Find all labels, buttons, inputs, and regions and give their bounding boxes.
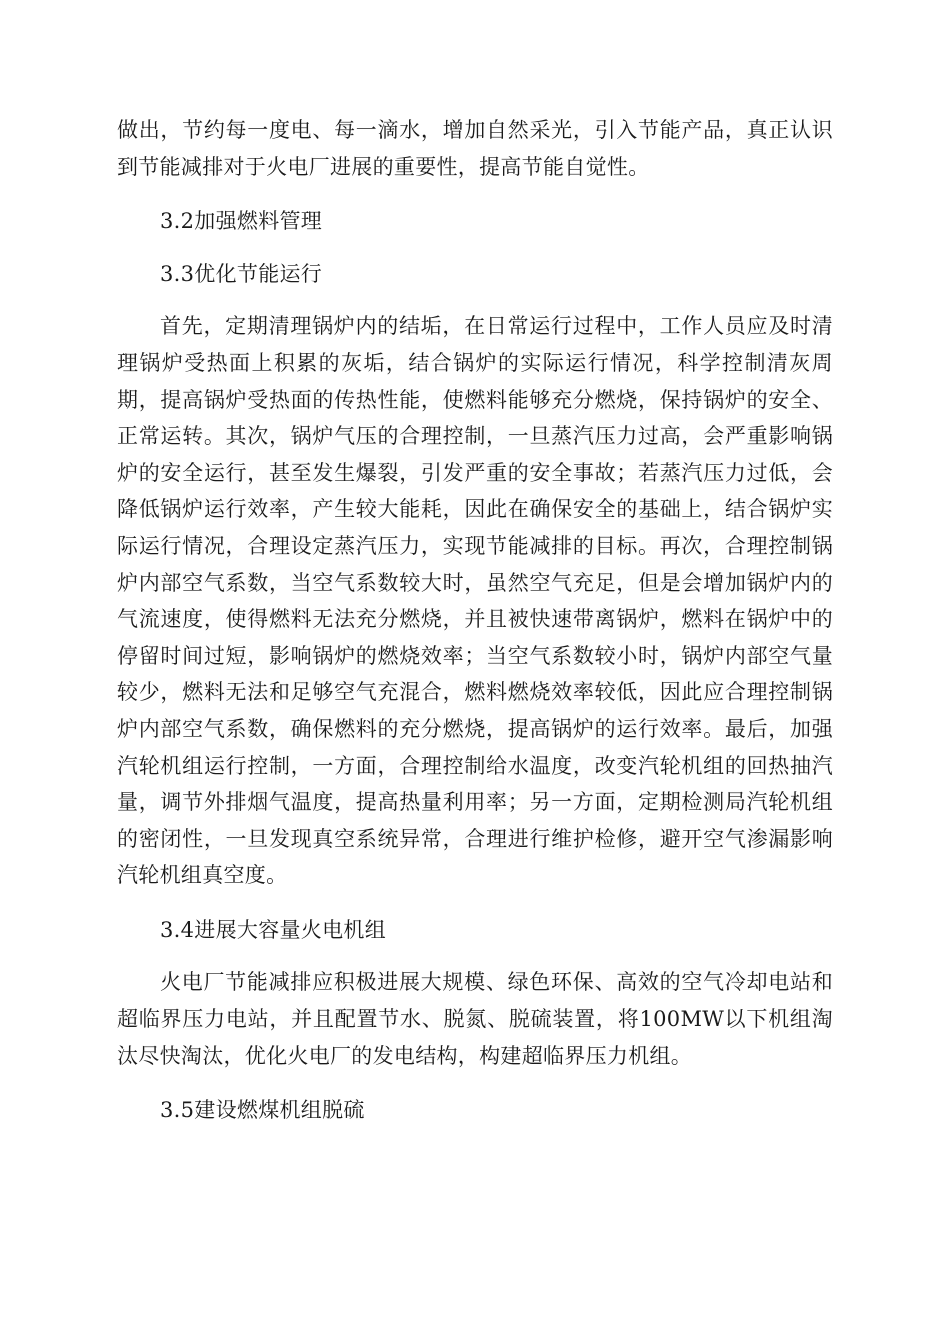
paragraph-continuation: 做出，节约每一度电、每一滴水，增加自然采光，引入节能产品，真正认识到节能减排对于火电厂进展的重要性，提高节能自觉性。 — [117, 118, 833, 179]
section-heading-3-5: 3.5建设燃煤机组脱硫 — [160, 1098, 365, 1123]
paragraph-section-3-3: 首先，定期清理锅炉内的结垢，在日常运行过程中，工作人员应及时清理锅炉受热面上积累的灰垢，结合锅炉的实际运行情况，科学控制清灰周期，提高锅炉受热面的传热性能，使燃料能够充分燃烧，保持锅炉的安全、正常运转。其次，锅炉气压的合理控制，一旦蒸汽压力过高，会严重影响锅炉的安全运行，甚至发生爆裂，引发严重的安全事故；若蒸汽压力过低，会降低锅炉运行效率，产生较大能耗，因此在确保安全的基础上，结合锅炉实际运行情况，合理设定蒸汽压力，实现节能减排的目标。再次，合理控制锅炉内部空气系数，当空气系数较大时，虽然空气充足，但是会增加锅炉内的气流速度，使得燃料无法充分燃烧，并且被快速带离锅炉，燃料在锅炉中的停留时间过短，影响锅炉的燃烧效率；当空气系数较小时，锅炉内部空气量较少，燃料无法和足够空气充混合，燃料燃烧效率较低，因此应合理控制锅炉内部空气系数，确保燃料的充分燃烧，提高锅炉的运行效率。最后，加强汽轮机组运行控制，一方面，合理控制给水温度，改变汽轮机组的回热抽汽量，调节外排烟气温度，提高热量利用率；另一方面，定期检测局汽轮机组的密闭性，一旦发现真空系统异常，合理进行维护检修，避开空气渗漏影响汽轮机组真空度。 — [117, 314, 833, 888]
section-heading-3-3: 3.3优化节能运行 — [160, 261, 323, 286]
paragraph-section-3-4: 火电厂节能减排应积极进展大规模、绿色环保、高效的空气冷却电站和超临界压力电站，并且配置节水、脱氮、脱硫装置，将100MW以下机组淘汰尽快淘汰，优化火电厂的发电结构，构建超临界压力机组。 — [117, 970, 833, 1068]
section-heading-3-4: 3.4进展大容量火电机组 — [160, 917, 386, 942]
section-heading-3-2: 3.2加强燃料管理 — [160, 209, 323, 234]
document-body — [117, 112, 833, 1129]
